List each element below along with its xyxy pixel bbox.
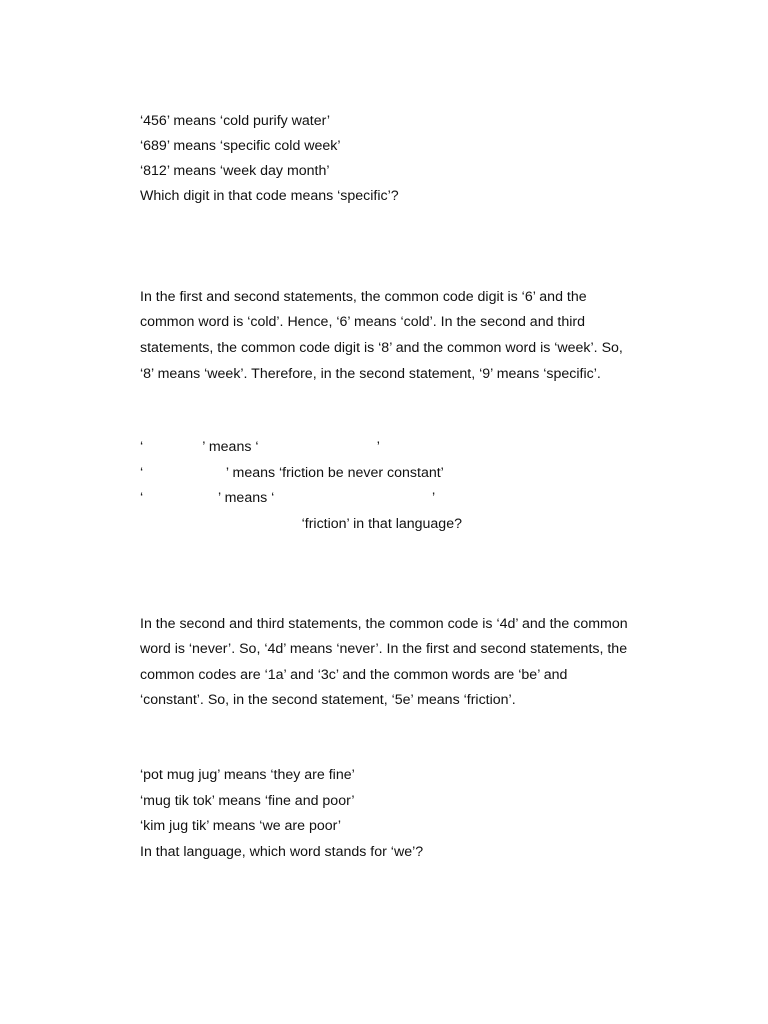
- answer1-line-1: In the first and second statements, the common code digit is ‘6’ and the: [140, 289, 587, 305]
- question2-line-2: ‘ ’ means ‘friction be never constant’: [140, 465, 444, 481]
- question1-line-2: ‘689’ means ‘specific cold week’: [140, 138, 341, 154]
- question1-line-3: ‘812’ means ‘week day month’: [140, 163, 330, 179]
- answer2-line-4: ‘constant’. So, in the second statement, ‘5e’ means ‘friction’.: [140, 692, 516, 708]
- question3-line-1: ‘pot mug jug’ means ‘they are fine’: [140, 767, 355, 783]
- question3-line-2: ‘mug tik tok’ means ‘fine and poor’: [140, 793, 355, 809]
- question1-line-1: ‘456’ means ‘cold purify water’: [140, 113, 331, 129]
- answer2-line-1: In the second and third statements, the common code is ‘4d’ and the common: [140, 616, 628, 632]
- answer2-line-3: common codes are ‘1a’ and ‘3c’ and the common words are ‘be’ and: [140, 667, 568, 683]
- answer1-line-4: ‘8’ means ‘week’. Therefore, in the second statement, ‘9’ means ‘specific’.: [140, 366, 601, 382]
- question3-line-3: ‘kim jug tik’ means ‘we are poor’: [140, 818, 342, 834]
- answer2-line-2: word is ‘never’. So, ‘4d’ means ‘never’. In the first and second statements, the: [140, 641, 628, 657]
- question1-line-4: Which digit in that code means ‘specific’?: [140, 188, 399, 204]
- answer1-line-2: common word is ‘cold’. Hence, ‘6’ means ‘cold’. In the second and third: [140, 314, 586, 330]
- question2-line-3: ‘ ’ means ‘ ’: [140, 490, 436, 506]
- question2-line-4: ‘friction’ in that language?: [140, 516, 462, 532]
- answer1-line-3: statements, the common code digit is ‘8’ and the common word is ‘week’. So,: [140, 340, 623, 356]
- question3-line-4: In that language, which word stands for ‘we’?: [140, 844, 424, 860]
- question2-line-1: ‘ ’ means ‘ ’: [140, 439, 380, 455]
